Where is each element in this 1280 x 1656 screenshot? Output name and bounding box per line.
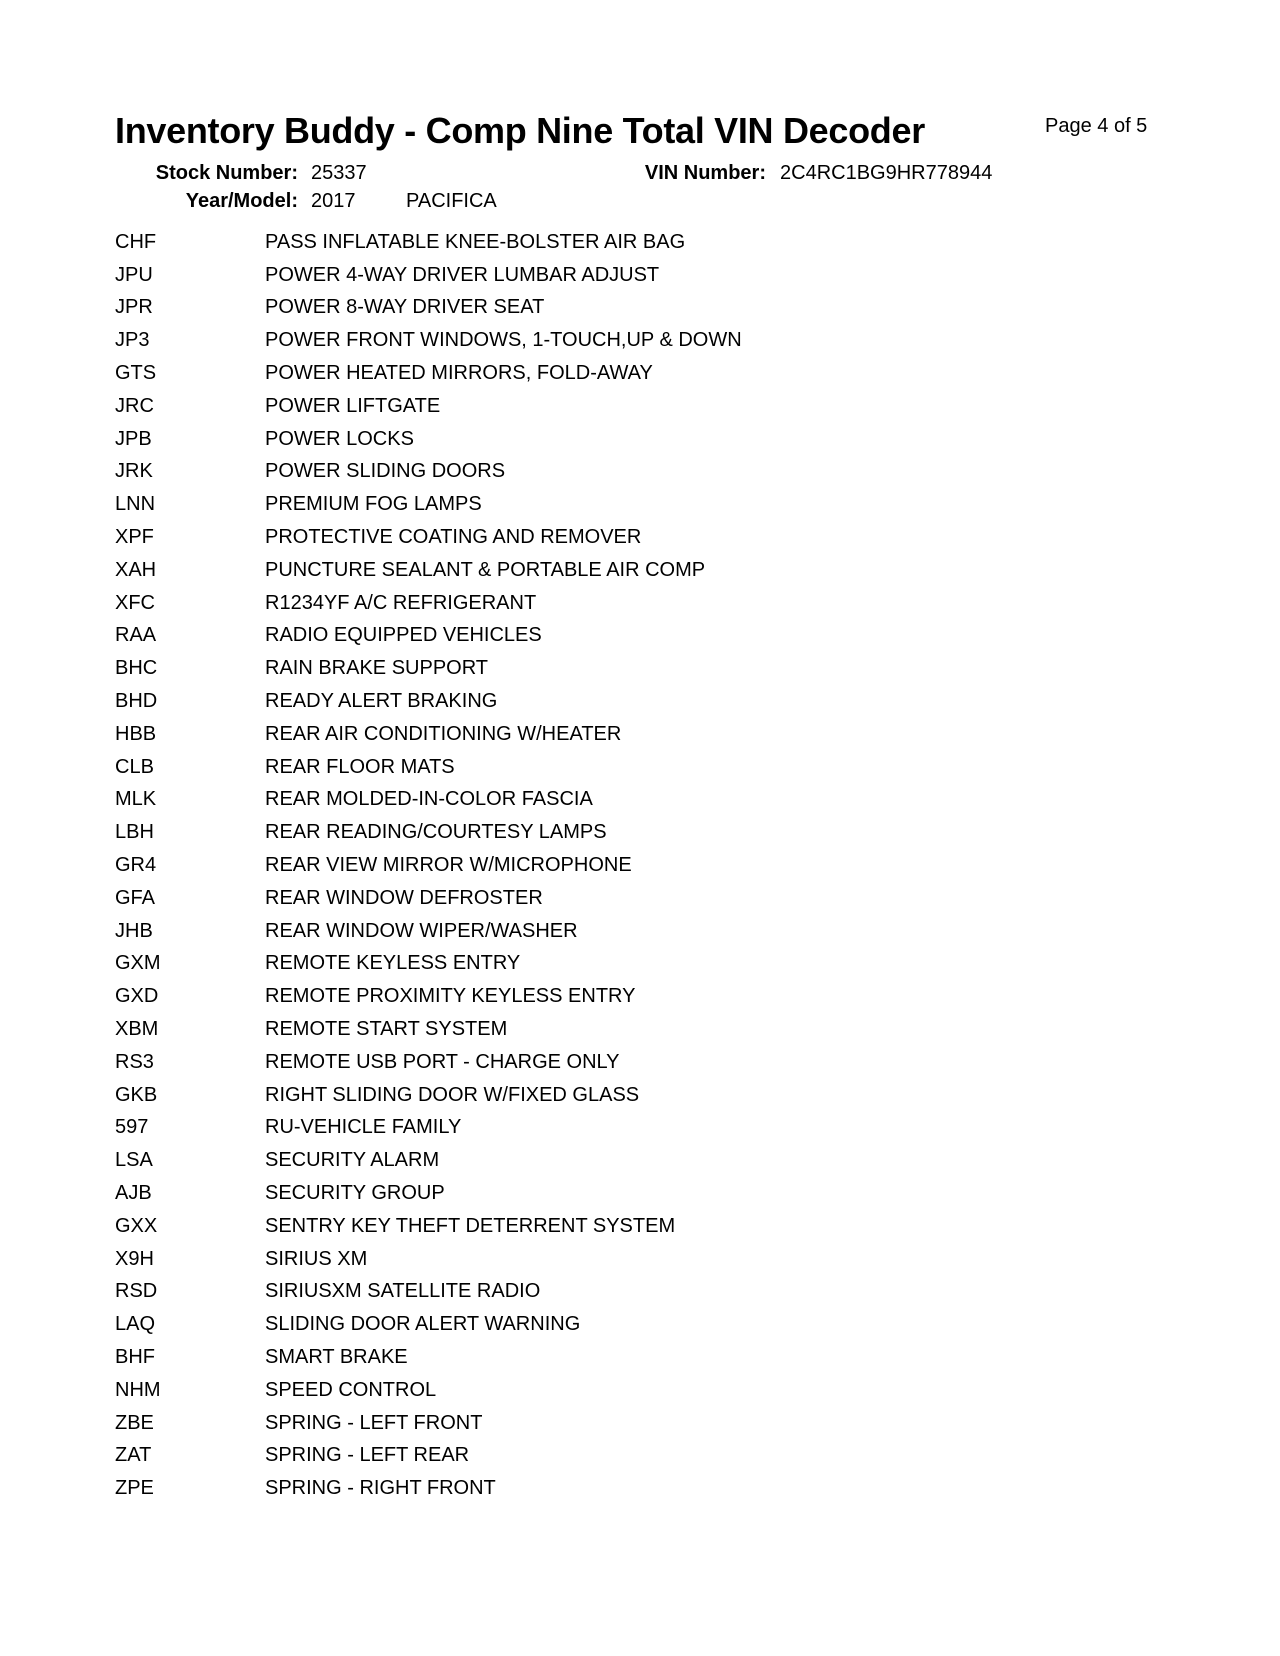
option-description: REAR AIR CONDITIONING W/HEATER [265,722,622,745]
document-title: Inventory Buddy - Comp Nine Total VIN Decoder [115,110,925,151]
option-description: POWER HEATED MIRRORS, FOLD-AWAY [265,362,653,385]
option-code: 597 [115,1116,149,1139]
option-description: REAR WINDOW DEFROSTER [265,886,543,909]
option-row [115,751,742,784]
option-description: RADIO EQUIPPED VEHICLES [265,624,542,647]
option-description: REAR FLOOR MATS [265,755,455,778]
option-row [115,587,742,620]
option-description: SLIDING DOOR ALERT WARNING [265,1313,581,1336]
option-description: SPRING - RIGHT FRONT [265,1477,496,1500]
option-description: POWER SLIDING DOORS [265,460,506,483]
option-row [115,423,742,456]
option-code: ZPE [115,1477,154,1500]
option-row [115,357,742,390]
option-code: GR4 [115,854,157,877]
option-description: RIGHT SLIDING DOOR W/FIXED GLASS [265,1083,640,1106]
option-code: HBB [115,722,157,745]
option-description: REMOTE START SYSTEM [265,1018,508,1041]
option-row [115,1177,742,1210]
option-code: XPF [115,526,154,549]
option-row [115,816,742,849]
option-row [115,685,742,718]
option-row [115,1472,742,1505]
option-description: POWER LOCKS [265,427,414,450]
option-description: SIRIUSXM SATELLITE RADIO [265,1280,541,1303]
option-code: GXX [115,1214,158,1237]
option-description: SECURITY GROUP [265,1182,445,1204]
option-code: JRC [115,394,154,417]
option-row [115,1210,742,1243]
option-code: RSD [115,1280,158,1303]
option-row [115,1144,742,1177]
option-code: XFC [115,591,155,614]
option-row [115,652,742,685]
option-description: SPRING - LEFT FRONT [265,1411,483,1434]
option-description: REMOTE USB PORT - CHARGE ONLY [265,1050,620,1073]
stock-number-value: 25337 [311,162,367,184]
option-code-list [115,226,742,1505]
option-code: JPU [115,263,153,286]
option-row [115,1046,742,1079]
option-code: AJB [115,1182,152,1204]
option-code: GFA [115,886,156,909]
option-row [115,915,742,948]
option-row [115,488,742,521]
option-code: BHF [115,1345,155,1368]
option-description: REAR MOLDED-IN-COLOR FASCIA [265,788,593,811]
option-code: BHC [115,657,158,680]
option-code: GXM [115,952,161,975]
option-code: GKB [115,1083,158,1106]
page-indicator: Page 4 of 5 [1045,115,1148,137]
option-code: NHM [115,1378,161,1401]
option-row [115,292,742,325]
option-code: LSA [115,1149,153,1172]
option-code: JPR [115,296,153,319]
option-code: LBH [115,821,154,844]
option-code: CLB [115,755,154,778]
option-row [115,1341,742,1374]
option-row [115,1407,742,1440]
option-code: BHD [115,690,158,713]
year-model-label: Year/Model: [185,190,298,212]
option-description: REAR VIEW MIRROR W/MICROPHONE [265,854,632,877]
option-row [115,390,742,423]
option-description: SENTRY KEY THEFT DETERRENT SYSTEM [265,1214,676,1237]
option-description: SMART BRAKE [265,1345,408,1368]
option-description: POWER 4-WAY DRIVER LUMBAR ADJUST [265,263,660,286]
option-description: R1234YF A/C REFRIGERANT [265,591,537,614]
option-row [115,1243,742,1276]
option-description: REMOTE KEYLESS ENTRY [265,952,521,975]
option-code: GXD [115,985,159,1008]
option-code: ZBE [115,1411,154,1434]
option-code: JHB [115,919,153,942]
option-row [115,718,742,751]
option-code: RS3 [115,1050,154,1073]
option-description: SPEED CONTROL [265,1378,437,1401]
option-description: SPRING - LEFT REAR [265,1444,470,1467]
model-value: PACIFICA [406,190,497,212]
option-code: RAA [115,624,157,647]
option-description: REMOTE PROXIMITY KEYLESS ENTRY [265,985,636,1008]
option-row [115,620,742,653]
option-description: PUNCTURE SEALANT & PORTABLE AIR COMP [265,558,706,581]
option-description: PREMIUM FOG LAMPS [265,493,482,516]
option-row [115,1308,742,1341]
option-row [115,784,742,817]
option-code: X9H [115,1247,154,1270]
option-row [115,554,742,587]
option-description: POWER LIFTGATE [265,394,441,417]
option-description: SIRIUS XM [265,1247,368,1270]
option-row [115,226,742,259]
option-row [115,456,742,489]
option-row [115,259,742,292]
option-row [115,1439,742,1472]
option-code: ZAT [115,1444,152,1467]
option-row [115,948,742,981]
option-row [115,324,742,357]
option-description: READY ALERT BRAKING [265,690,498,713]
option-code: JPB [115,427,152,450]
option-description: REAR READING/COURTESY LAMPS [265,821,607,844]
option-code: LNN [115,493,156,516]
vin-number-value: 2C4RC1BG9HR778944 [780,162,993,184]
option-code: JP3 [115,329,150,352]
option-row [115,882,742,915]
option-row [115,1276,742,1309]
vin-number-label: VIN Number: [644,162,766,184]
option-row [115,521,742,554]
option-row [115,1112,742,1145]
option-description: POWER 8-WAY DRIVER SEAT [265,296,545,319]
option-code: CHF [115,230,157,253]
option-description: PROTECTIVE COATING AND REMOVER [265,526,642,549]
option-row [115,980,742,1013]
year-value: 2017 [311,190,356,212]
option-code: JRK [115,460,153,483]
option-code: MLK [115,788,157,811]
option-description: POWER FRONT WINDOWS, 1-TOUCH,UP & DOWN [265,329,742,352]
option-code: LAQ [115,1313,156,1336]
stock-number-label: Stock Number: [155,162,298,184]
option-code: XAH [115,558,157,581]
option-description: RAIN BRAKE SUPPORT [265,657,489,680]
option-description: PASS INFLATABLE KNEE-BOLSTER AIR BAG [265,230,686,253]
option-code: XBM [115,1018,159,1041]
option-row [115,1079,742,1112]
option-description: RU-VEHICLE FAMILY [265,1116,462,1139]
option-row [115,1374,742,1407]
option-code: GTS [115,362,157,385]
option-row [115,1013,742,1046]
option-description: REAR WINDOW WIPER/WASHER [265,919,578,942]
option-row [115,849,742,882]
option-description: SECURITY ALARM [265,1149,440,1172]
